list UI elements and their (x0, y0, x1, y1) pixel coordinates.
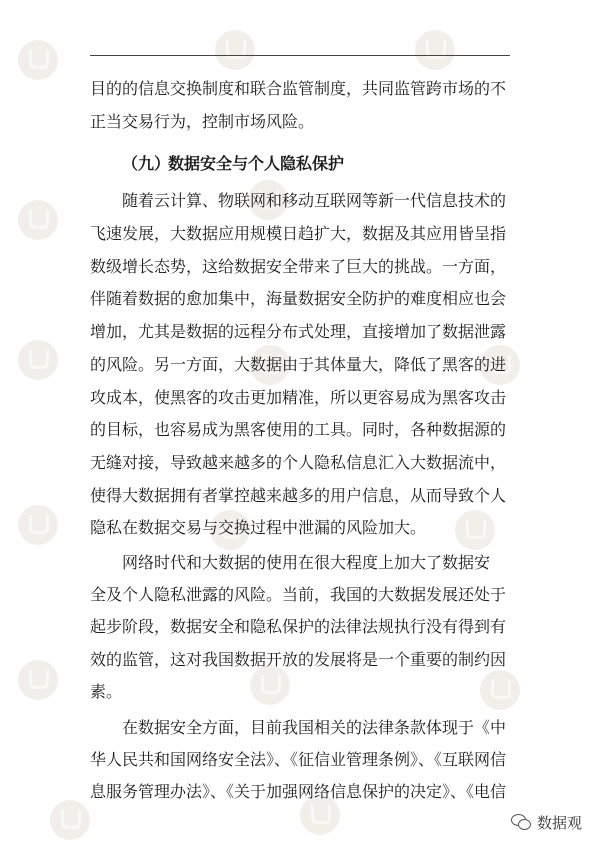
paragraph-line: 增加，尤其是数据的远程分布式处理，直接增加了数据泄露 (90, 322, 507, 341)
wechat-icon (511, 814, 531, 830)
paragraph-line: 的风险。另一方面，大数据由于其体量大，降低了黑客的进 (90, 355, 507, 374)
paragraph-line: 效的监管，这对我国数据开放的发展将是一个重要的制约因 (90, 650, 507, 669)
paragraph-line: 飞速发展，大数据应用规模日趋扩大，数据及其应用皆呈指 (90, 224, 507, 243)
paragraph-line: 的目标，也容易成为黑客使用的工具。同时，各种数据源的 (90, 420, 507, 439)
paragraph-line: 息服务管理办法》、《关于加强网络信息保护的决定》、《电信 (90, 782, 507, 801)
watermark-logo-icon (415, 30, 455, 70)
paragraph-line: 华人民共和国网络安全法》、《征信业管理条例》、《互联网信 (90, 750, 507, 769)
paragraph-line: 隐私在数据交易与交换过程中泄漏的风险加大。 (90, 518, 427, 537)
watermark-logo-icon (18, 200, 58, 240)
paragraph-line: 起步阶段，数据安全和隐私保护的法律法规执行没有得到有 (90, 617, 507, 636)
brand-badge (511, 811, 582, 833)
paragraph-line: 全及个人隐私泄露的风险。当前，我国的大数据发展还处于 (90, 585, 507, 604)
watermark-logo-icon (50, 800, 90, 840)
paragraph-line: 数级增长态势，这给数据安全带来了巨大的挑战。一方面， (90, 257, 507, 276)
paragraph-line: 使得大数据拥有者掌控越来越多的用户信息，从而导致个人 (90, 486, 507, 505)
section-number: （九） (122, 154, 171, 173)
brand-label: 数据观 (536, 813, 582, 832)
paragraph-line: 素。 (90, 682, 123, 701)
paragraph-line: 无缝对接，导致越来越多的个人隐私信息汇入大数据流中， (90, 453, 507, 472)
paragraph-line: 网络时代和大数据的使用在很大程度上加大了数据安 (122, 553, 491, 572)
section-heading (122, 154, 510, 176)
watermark-logo-icon (18, 40, 58, 80)
paragraph-line: 攻成本，使黑客的攻击更加精准，所以更容易成为黑客攻击 (90, 388, 507, 407)
watermark-logo-icon (215, 30, 255, 70)
paragraph-line: 目的的信息交换制度和联合监管制度，共同监管跨市场的不 (90, 79, 507, 98)
section-title: 数据安全与个人隐私保护 (168, 154, 345, 173)
paragraph-line: 在数据安全方面，目前我国相关的法律条款体现于《中 (122, 718, 507, 737)
watermark-logo-icon (18, 340, 58, 380)
paragraph-line: 随着云计算、物联网和移动互联网等新一代信息技术的 (122, 191, 507, 210)
watermark-logo-icon (18, 505, 58, 545)
paragraph-line: 正当交易行为，控制市场风险。 (90, 112, 315, 131)
header-rule (90, 55, 510, 56)
watermark-logo-icon (18, 660, 58, 700)
paragraph-line: 伴随着数据的愈加集中，海量数据安全防护的难度相应也会 (90, 289, 507, 308)
